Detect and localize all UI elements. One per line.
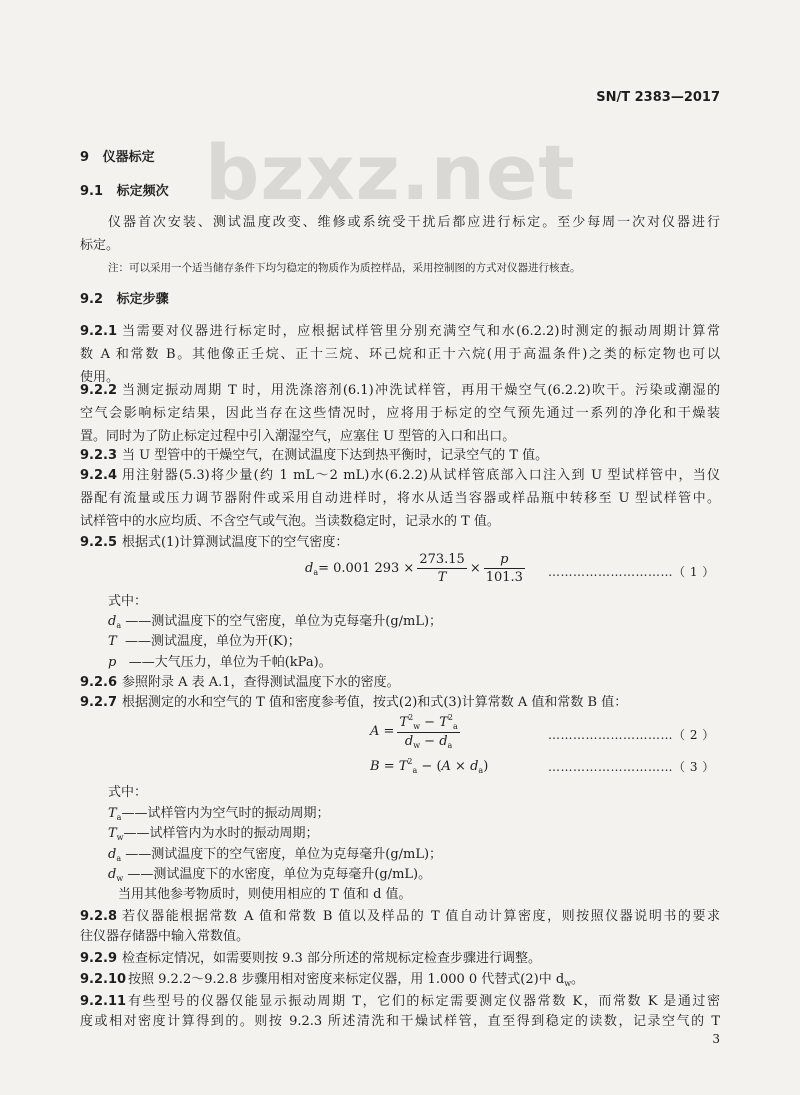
standard-code: SN/T 2383—2017 [596, 90, 720, 105]
paragraph-line: 有些型号的仪器仅能显示振动周期 T，它们的标定需要测定仪器常数 K，而常数 K 是通过密 [128, 994, 720, 1009]
section-number: 9 [80, 150, 90, 165]
paragraph-line: 试样管中的水应均质、不含空气或气泡。当读数稳定时，记录水的 T 值。 [80, 514, 500, 529]
fraction-numerator: 273.15 [419, 552, 465, 567]
clause-number: 9.2.4 [80, 468, 118, 483]
paragraph-line: 空气会影响标定结果，因此当存在这些情况时，应将用于标定的空气预先通过一系列的净化和干燥装 [80, 406, 720, 421]
definition-line: T ——测试温度，单位为开(K)； [108, 634, 301, 649]
fraction-numerator: p [484, 552, 525, 569]
paragraph-line: 参照附录 A 表 A.1，查得测试温度下水的密度。 [122, 675, 400, 690]
definition-line: $T_a——$试样管内为空气时的振动周期； [108, 806, 330, 822]
definition-line: $d_a$ ——测试温度下的空气密度，单位为克每毫升(g/mL)； [108, 847, 443, 863]
paragraph-line: 当需要对仪器进行标定时，应根据试样管里分别充满空气和水(6.2.2)时测定的振动周期计算常 [122, 324, 720, 339]
clause-number: 9.2.6 [80, 675, 118, 690]
paragraph-line: 若仪器能根据常数 A 值和常数 B 值以及样品的 T 值自动计算密度，则按照仪器说明书的要求 [122, 909, 720, 924]
clause-number: 9.2.1 [80, 324, 118, 339]
paragraph-line: 当 U 型管中的干燥空气，在测试温度下达到热平衡时，记录空气的 T 值。 [122, 448, 549, 463]
clause-number: 9.2.2 [80, 383, 118, 398]
definition-line: $d_a$ ——测试温度下的空气密度，单位为克每毫升(g/mL)； [108, 614, 443, 630]
section-9-1-heading [80, 183, 169, 200]
definition-line: $d_w$ ——测试温度下的水密度，单位为克每毫升(g/mL)。 [108, 867, 432, 883]
section-9-heading [80, 149, 155, 166]
eq-symbol: d [305, 561, 314, 576]
equation-3: $B = T^2_a - (A \times d_a)$ [370, 757, 489, 775]
eq-text: = 0.001 293 × [318, 561, 415, 576]
eq-operator: × [469, 561, 481, 576]
eq-fraction [417, 552, 467, 585]
section-number: 9.1 [80, 184, 104, 199]
section-title: 标定步骤 [116, 292, 169, 307]
equation-number: …………………………（ 2 ） [548, 728, 715, 742]
paragraph-line: 器配有流量或压力调节器附件或采用自动进样时，将水从适当容器或样品瓶中转移至 U 型试样管中。 [80, 491, 720, 506]
clause-number: 9.2.5 [80, 535, 118, 550]
paragraph-line: 用注射器(5.3)将少量(约 1 mL～2 mL)水(6.2.2)从试样管底部入口注入到 U 型试样管中，当仪 [122, 468, 720, 483]
paragraph-line: 仪器首次安装、测试温度改变、维修或系统受干扰后都应进行标定。至少每周一次对仪器进行 [108, 215, 720, 230]
definition-line: p ——大气压力，单位为千帕(kPa)。 [108, 655, 332, 670]
paragraph-line: 根据测定的水和空气的 T 值和密度参考值，按式(2)和式(3)计算常数 A 值和常数 B 值： [122, 695, 628, 710]
equation-2: A = $\frac{T^2_w - T^2_a}{d_w - d_a}$ [370, 713, 458, 750]
paragraph-line: 度或相对密度计算得到的。则按 9.2.3 所述清洗和干燥试样管，直至得到稳定的读数，记录空气的 T [80, 1014, 720, 1029]
clause-number: 9.2.8 [80, 909, 118, 924]
eq-fraction [484, 552, 525, 585]
fraction-denominator: 101.3 [485, 570, 523, 585]
where-label: 式中： [108, 594, 148, 609]
paragraph-line: 检查标定情况，如需要则按 9.3 部分所述的常规标定检查步骤进行调整。 [122, 951, 541, 966]
section-number: 9.2 [80, 292, 104, 307]
where-label: 式中： [108, 785, 148, 800]
fraction-denominator: T [437, 570, 447, 585]
paragraph-line: 使用。 [80, 370, 120, 385]
page-number: 3 [712, 1032, 720, 1046]
section-9-2-heading [80, 291, 169, 308]
eq-subscript: a [313, 568, 319, 577]
clause-number: 9.2.3 [80, 448, 118, 463]
clause-number: 9.2.7 [80, 695, 118, 710]
paragraph-line: 置。同时为了防止标定过程中引入潮湿空气，应塞住 U 型管的入口和出口。 [80, 429, 516, 444]
section-title: 标定频次 [116, 184, 169, 199]
paragraph-line: 当用其他参考物质时，则使用相应的 T 值和 d 值。 [118, 887, 412, 902]
definition-line: $T_w——$试样管内为水时的振动周期； [108, 826, 319, 842]
equation-number: …………………………（ 3 ） [548, 760, 715, 774]
section-title: 仪器标定 [102, 150, 155, 165]
paragraph-line: 根据式(1)计算测试温度下的空气密度： [122, 535, 349, 550]
note: 注：可以采用一个适当储存条件下均匀稳定的物质作为质控样品，采用控制图的方式对仪器进行核查。 [108, 262, 581, 274]
paragraph-line: 标定。 [80, 238, 120, 253]
paragraph-line: 往仪器存储器中输入常数值。 [80, 929, 250, 944]
paragraph-line: 当测定振动周期 T 时，用洗涤溶剂(6.1)冲洗试样管，再用干燥空气(6.2.2)吹干。污染或潮湿的 [122, 383, 720, 398]
watermark: bzxz.net [205, 128, 576, 217]
clause-number: 9.2.9 [80, 951, 118, 966]
clause-number: 9.2.10 [80, 972, 127, 987]
paragraph-line: 数 A 和常数 B。其他像正壬烷、正十三烷、环己烷和正十六烷(用于高温条件)之类的标定物也可以 [80, 347, 720, 362]
equation-1 [305, 552, 528, 585]
paragraph-line: 按照 9.2.2～9.2.8 步骤用相对密度来标定仪器，用 1.000 0 代替式(2)中 $d_w$。 [128, 972, 585, 988]
clause-number: 9.2.11 [80, 994, 127, 1009]
equation-number: …………………………（ 1 ） [548, 565, 715, 579]
